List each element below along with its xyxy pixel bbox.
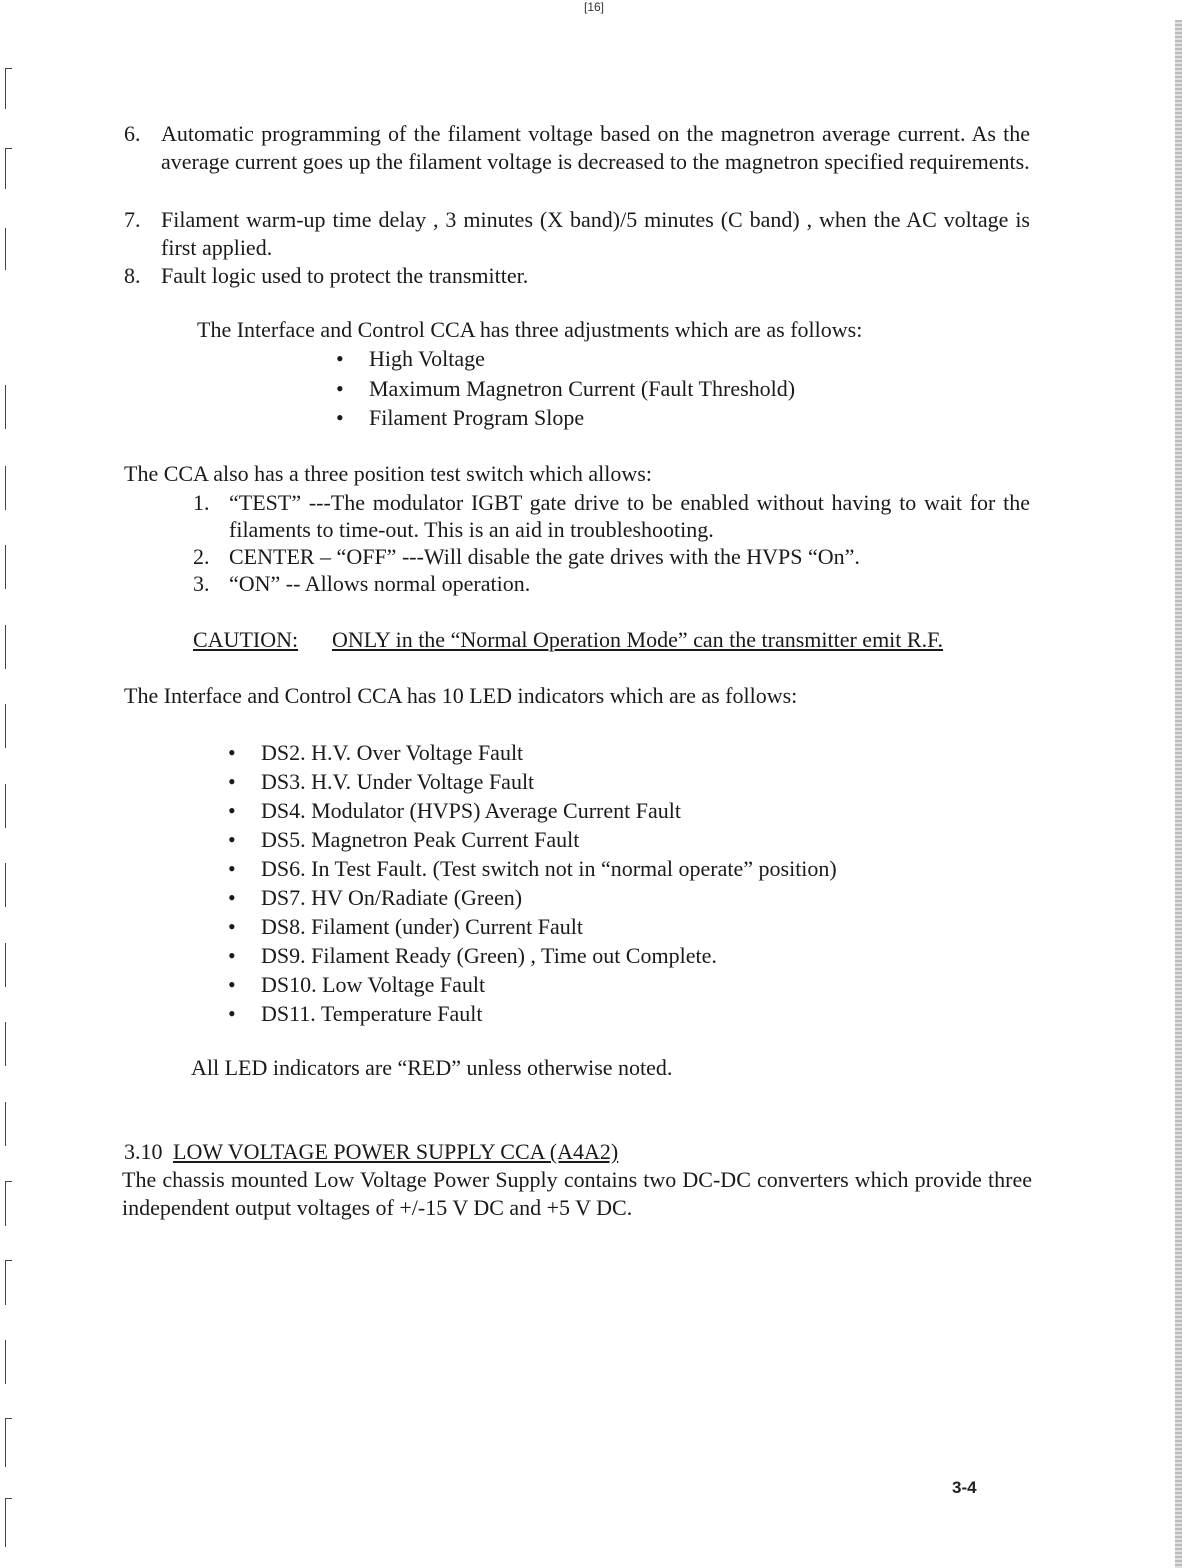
- list-item-text: “TEST” ---The modulator IGBT gate drive to be enabled without having to wait for the filaments to time-out. This is an aid in troubleshooting.: [229, 490, 1030, 542]
- list-item-text: Automatic programming of the filament voltage based on the magnetron average current. As the average current goes up the filament voltage is decreased to the magnetron specified requirements.: [161, 121, 1030, 174]
- bullet-icon: •: [228, 914, 236, 939]
- bullet-icon: •: [228, 943, 236, 968]
- bullet-icon: •: [228, 798, 236, 823]
- bullet-icon: •: [336, 376, 344, 401]
- led-item-text: DS10. Low Voltage Fault: [261, 972, 486, 997]
- led-item-text: DS9. Filament Ready (Green) , Time out Complete.: [261, 943, 717, 968]
- leds-intro: The Interface and Control CCA has 10 LED indicators which are as follows:: [124, 683, 798, 708]
- list-item: [124, 206, 1030, 262]
- test-switch-item: [193, 570, 1030, 597]
- list-item: [124, 262, 1030, 290]
- led-item-text: DS11. Temperature Fault: [261, 1001, 483, 1026]
- list-item-number: 2.: [193, 544, 210, 569]
- adjustments-intro: The Interface and Control CCA has three adjustments which are as follows:: [197, 317, 863, 342]
- led-item-text: DS3. H.V. Under Voltage Fault: [261, 769, 535, 794]
- list-item-text: “ON” -- Allows normal operation.: [229, 571, 531, 596]
- led-item-text: DS7. HV On/Radiate (Green): [261, 885, 523, 910]
- led-item-text: DS4. Modulator (HVPS) Average Current Fault: [261, 798, 681, 823]
- scan-right-edge: [1175, 20, 1182, 1568]
- test-switch-item: [193, 489, 1030, 543]
- bullet-icon: •: [228, 972, 236, 997]
- section-number: 3.10: [124, 1139, 163, 1164]
- led-item-text: DS5. Magnetron Peak Current Fault: [261, 827, 580, 852]
- bullet-icon: •: [228, 740, 236, 765]
- bullet-icon: •: [228, 856, 236, 881]
- bullet-icon: •: [336, 405, 344, 430]
- page-header-mark: [16]: [584, 0, 605, 14]
- list-item-number: 7.: [124, 207, 141, 232]
- leds-note: All LED indicators are “RED” unless otherwise noted.: [191, 1055, 673, 1080]
- page-number: 3-4: [952, 1478, 977, 1497]
- led-item-text: DS8. Filament (under) Current Fault: [261, 914, 584, 939]
- section-body: The chassis mounted Low Voltage Power Supply contains two DC-DC converters which provide three independent output voltages of +/-15 V DC and +5 V DC.: [122, 1167, 1032, 1220]
- list-item-text: Fault logic used to protect the transmitter.: [161, 263, 529, 288]
- list-item-number: 6.: [124, 121, 141, 146]
- list-item-number: 8.: [124, 263, 141, 288]
- caution-label: CAUTION:: [193, 627, 299, 652]
- caution-text: ONLY in the “Normal Operation Mode” can the transmitter emit R.F.: [332, 627, 944, 652]
- list-item-text: CENTER – “OFF” ---Will disable the gate drives with the HVPS “On”.: [229, 544, 860, 569]
- bullet-icon: •: [228, 885, 236, 910]
- led-item-text: DS6. In Test Fault. (Test switch not in “normal operate” position): [261, 856, 837, 881]
- bullet-icon: •: [228, 827, 236, 852]
- list-item-text: Filament warm-up time delay , 3 minutes (X band)/5 minutes (C band) , when the AC voltage is first applied.: [161, 207, 1030, 260]
- bullet-icon: •: [228, 769, 236, 794]
- list-item-number: 1.: [193, 490, 210, 515]
- list-item: [124, 120, 1030, 176]
- led-item-text: DS2. H.V. Over Voltage Fault: [261, 740, 524, 765]
- bullet-icon: •: [336, 346, 344, 371]
- test-switch-item: [193, 543, 1030, 570]
- bullet-icon: •: [228, 1001, 236, 1026]
- test-switch-intro: The CCA also has a three position test switch which allows:: [124, 461, 652, 486]
- list-item-number: 3.: [193, 571, 210, 596]
- section-title: LOW VOLTAGE POWER SUPPLY CCA (A4A2): [173, 1139, 619, 1164]
